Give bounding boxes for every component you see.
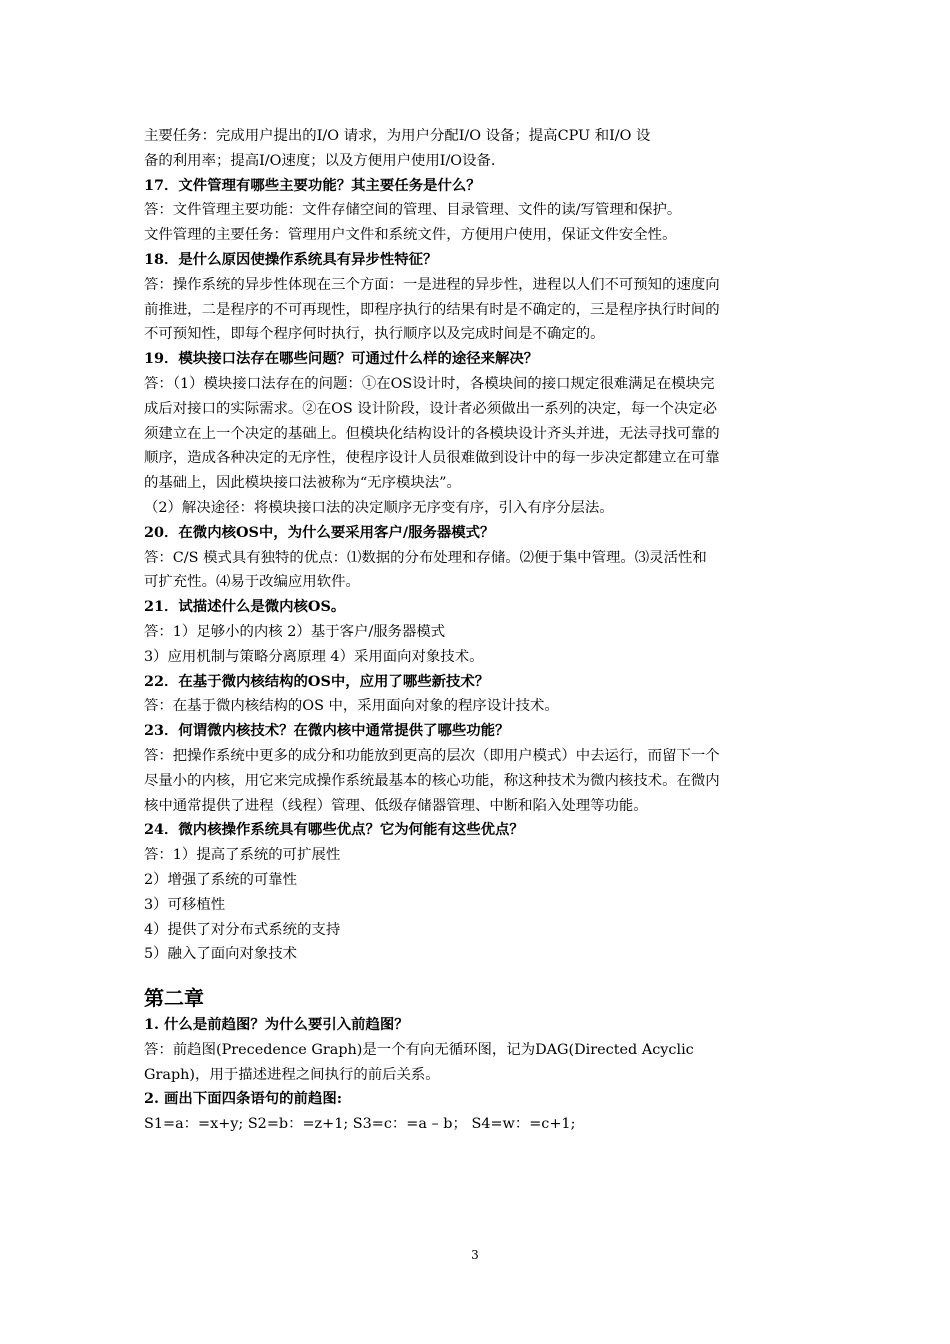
answer-line: 答：前趋图(Precedence Graph)是一个有向无循环图，记为DAG(Directed Acyclic: [144, 1041, 694, 1058]
answer-line: 5）融入了面向对象技术: [144, 946, 298, 963]
answer-line: 文件管理的主要任务：管理用户文件和系统文件，方便用户使用，保证文件安全性。: [144, 227, 677, 244]
question-line: 2. 画出下面四条语句的前趋图:: [144, 1090, 343, 1108]
answer-line: 答：操作系统的异步性体现在三个方面：一是进程的异步性，进程以人们不可预知的速度向: [144, 276, 720, 293]
answer-line: 答：1）提高了系统的可扩展性: [144, 847, 341, 864]
answer-line: 须建立在上一个决定的基础上。但模块化结构设计的各模块设计齐头并进，无法寻找可靠的: [144, 425, 720, 442]
answer-line: 3）应用机制与策略分离原理 4）采用面向对象技术。: [144, 648, 484, 665]
answer-line: 答：C/S 模式具有独特的优点：⑴数据的分布处理和存储。⑵便于集中管理。⑶灵活性和: [144, 549, 707, 566]
answer-line: 答：（1）模块接口法存在的问题：①在OS设计时，各模块间的接口规定很难满足在模块完: [144, 375, 715, 392]
question-line: 23．何谓微内核技术？在微内核中通常提供了哪些功能？: [144, 722, 510, 740]
answer-line: 前推进，二是程序的不可再现性，即程序执行的结果有时是不确定的，三是程序执行时间的: [144, 301, 720, 318]
question-line: 22．在基于微内核结构的OS中，应用了哪些新技术？: [144, 672, 490, 690]
answer-line: 3）可移植性: [144, 896, 226, 913]
question-line: 20．在微内核OS中，为什么要采用客户/服务器模式？: [144, 523, 495, 541]
answer-line: （2）解决途径：将模块接口法的决定顺序无序变有序，引入有序分层法。: [144, 499, 614, 516]
answer-line: 尽量小的内核，用它来完成操作系统最基本的核心功能，称这种技术为微内核技术。在微内: [144, 772, 720, 789]
answer-line: 答：把操作系统中更多的成分和功能放到更高的层次（即用户模式）中去运行，而留下一个: [144, 747, 720, 764]
answer-line: S1=a：=x+y; S2=b：=z+1; S3=c：=a – b； S4=w：=c+1;: [144, 1116, 576, 1133]
answer-line: 不可预知性，即每个程序何时执行，执行顺序以及完成时间是不确定的。: [144, 326, 605, 343]
answer-line: 顺序，造成各种决定的无序性，使程序设计人员很难做到设计中的每一步决定都建立在可靠: [144, 450, 720, 467]
answer-line: 成后对接口的实际需求。②在OS 设计阶段，设计者必须做出一系列的决定，每一个决定必: [144, 400, 718, 417]
question-line: 19．模块接口法存在哪些问题？可通过什么样的途径来解决？: [144, 350, 539, 368]
question-line: 24．微内核操作系统具有哪些优点？它为何能有这些优点？: [144, 821, 524, 839]
page-number: 3: [471, 1248, 479, 1262]
chapter-heading: 第二章: [144, 986, 204, 1011]
question-line: 18．是什么原因使操作系统具有异步性特征？: [144, 250, 438, 268]
answer-line: Graph)，用于描述进程之间执行的前后关系。: [144, 1066, 440, 1083]
answer-line: 的基础上，因此模块接口法被称为“无序模块法”。: [144, 475, 461, 492]
question-line: 17．文件管理有哪些主要功能？其主要任务是什么？: [144, 176, 481, 194]
answer-line: 备的利用率；提高I/O速度；以及方便用户使用I/O设备.: [144, 152, 496, 169]
answer-line: 4）提供了对分布式系统的支持: [144, 921, 341, 938]
answer-line: 核中通常提供了进程（线程）管理、低级存储器管理、中断和陷入处理等功能。: [144, 797, 648, 814]
document-body: [144, 124, 812, 1137]
answer-line: 答：1）足够小的内核 2）基于客户/服务器模式: [144, 623, 446, 640]
answer-line: 答：文件管理主要功能：文件存储空间的管理、目录管理、文件的读/写管理和保护。: [144, 202, 682, 219]
answer-line: 可扩充性。⑷易于改编应用软件。: [144, 574, 360, 591]
question-line: 1. 什么是前趋图？为什么要引入前趋图？: [144, 1016, 409, 1034]
answer-line: 答：在基于微内核结构的OS 中，采用面向对象的程序设计技术。: [144, 698, 559, 715]
question-line: 21．试描述什么是微内核OS。: [144, 598, 346, 616]
answer-line: 主要任务：完成用户提出的I/O 请求，为用户分配I/O 设备；提高CPU 和I/O 设: [144, 128, 651, 144]
answer-line: 2）增强了系统的可靠性: [144, 871, 298, 888]
